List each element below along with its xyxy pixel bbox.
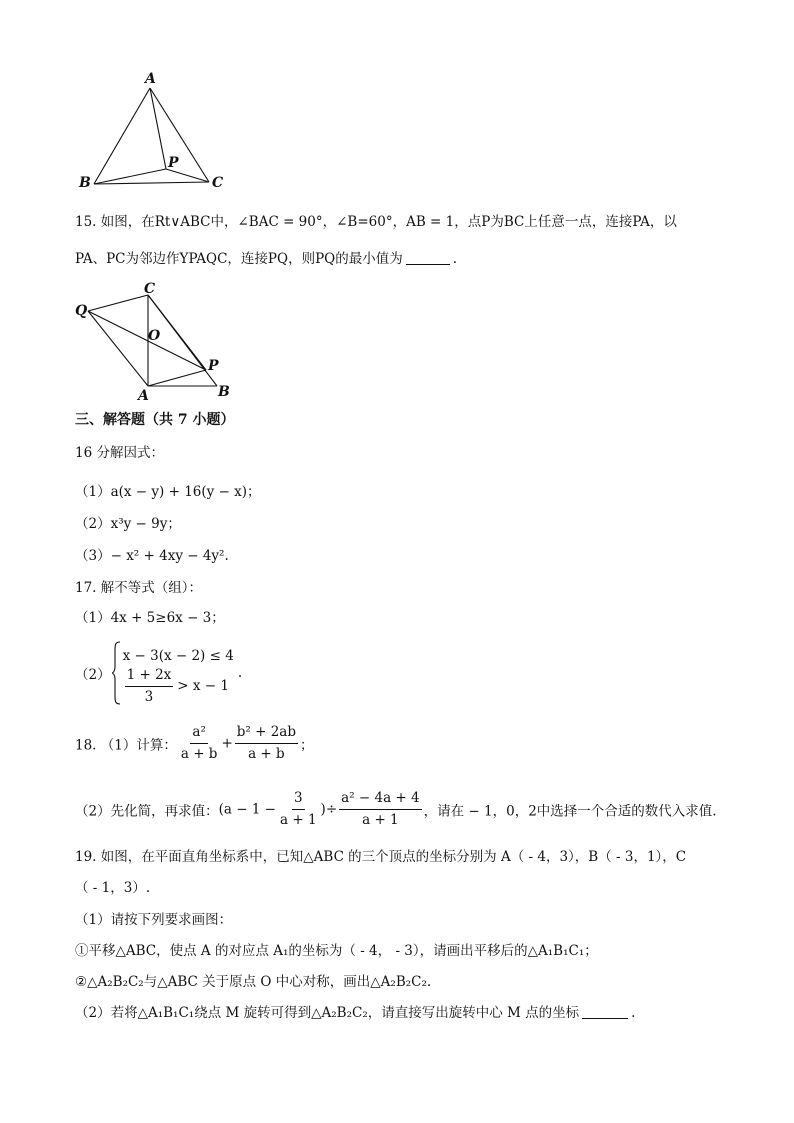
segment-qp bbox=[88, 311, 206, 370]
segment-ap bbox=[148, 370, 206, 386]
problem-16-part-2: （2）x³y − 9y； bbox=[75, 516, 181, 532]
fraction-a2-over-a-plus-b: $\frac{\text{a²}}{a + b}$ bbox=[180, 724, 218, 762]
system-brace bbox=[111, 641, 121, 705]
parallelogram-symbol: Y bbox=[179, 251, 189, 267]
parallelogram-figure-paqc bbox=[72, 282, 242, 402]
label-c: C bbox=[212, 175, 224, 191]
problem-16-part-1: （1）a(x − y) + 16(y − x)； bbox=[75, 484, 261, 500]
problem-19-line-1: 19. 如图，在平面直角坐标系中，已知△ABC 的三个顶点的坐标分别为 A（ - 4，3），B（ - 3，1），C bbox=[75, 849, 687, 865]
problem-19-line-2: （ - 1，3）. bbox=[75, 880, 151, 896]
segment-ab bbox=[94, 88, 150, 184]
problem-16-title: 16 分解因式： bbox=[75, 445, 164, 461]
problem-19-line-4: ①平移△ABC，使点 A 的对应点 A₁的坐标为（ - 4， - 3），请画出平移后的△A₁B₁C₁； bbox=[75, 943, 598, 959]
label-p: P bbox=[208, 358, 219, 374]
problem-16-part-3: （3）− x² + 4xy − 4y². bbox=[75, 548, 229, 564]
label-c: C bbox=[144, 282, 156, 297]
problem-17-title: 17. 解不等式（组）： bbox=[75, 580, 203, 596]
label-q: Q bbox=[75, 303, 88, 319]
label-a: A bbox=[145, 71, 156, 87]
fraction-3-over-a-plus-1: $\frac{3}{a + 1}$ bbox=[280, 790, 317, 828]
label-b: B bbox=[79, 175, 91, 191]
label-o: O bbox=[148, 328, 161, 344]
fraction-1-plus-2x-over-3: $\frac{1 + 2x}{3}$ bbox=[126, 666, 172, 705]
system-row-1: x − 3(x − 2) ≤ 4 bbox=[122, 648, 234, 664]
problem-17-part-1: （1）4x + 5≥6x − 3； bbox=[75, 610, 225, 626]
answer-blank-15[interactable] bbox=[406, 250, 450, 265]
segment-qa bbox=[88, 311, 148, 386]
problem-17-part-2: （2） x − 3(x − 2) ≤ 4 $\frac{1 + 2x}{3}$ > x − 1 . bbox=[75, 641, 242, 705]
segment-qc bbox=[88, 295, 148, 311]
fraction-a2-minus-4a-plus-4-over-a-plus-1: $\frac{\text{a² − 4a + 4}}{a + 1}$ bbox=[341, 790, 420, 828]
label-a: A bbox=[138, 388, 149, 402]
problem-19-line-5: ②△A₂B₂C₂与△ABC 关于原点 O 中心对称，画出△A₂B₂C₂. bbox=[75, 974, 432, 990]
problem-18-part-1: 18. （1）计算： $\frac{\text{a²}}{a + b}$ + $\frac{\text{b² + 2ab}}{a + b}$ ； bbox=[75, 724, 314, 762]
inequality-system bbox=[123, 643, 234, 703]
section-heading: 三、解答题（共 7 小题） bbox=[75, 412, 235, 428]
problem-19-line-3: （1）请按下列要求画图： bbox=[75, 912, 233, 928]
system-row-2: $\frac{1 + 2x}{3}$ > x − 1 bbox=[126, 666, 229, 705]
answer-blank-19[interactable] bbox=[582, 1004, 628, 1019]
segment-bp bbox=[94, 169, 166, 184]
label-p: P bbox=[168, 155, 179, 171]
problem-15-line-1: 15. 如图，在Rt∨ABC中，∠BAC = 90°，∠B=60°，AB = 1，点P为BC上任意一点，连接PA，以 bbox=[75, 214, 677, 230]
problem-18-part-2: （2）先化简，再求值：(a − 1 − $\frac{3}{a + 1}$ )÷ $\frac{\text{a² − 4a + 4}}{a + 1}$ ，请在 − 1，0，2中选择一个合适的数代入求值. bbox=[75, 790, 717, 828]
segment-bc bbox=[94, 182, 209, 184]
fraction-b2-plus-2ab-over-a-plus-b: $\frac{\text{b² + 2ab}}{a + b}$ bbox=[236, 724, 296, 762]
problem-15-line-2: PA、PC为邻边作YPAQC，连接PQ，则PQ的最小值为 . bbox=[75, 251, 458, 267]
triangle-figure-abc-p bbox=[74, 68, 234, 194]
label-b: B bbox=[218, 384, 230, 400]
problem-19-line-6: （2）若将△A₁B₁C₁绕点 M 旋转可得到△A₂B₂C₂，请直接写出旋转中心 M 点的坐标 . bbox=[75, 1005, 636, 1021]
